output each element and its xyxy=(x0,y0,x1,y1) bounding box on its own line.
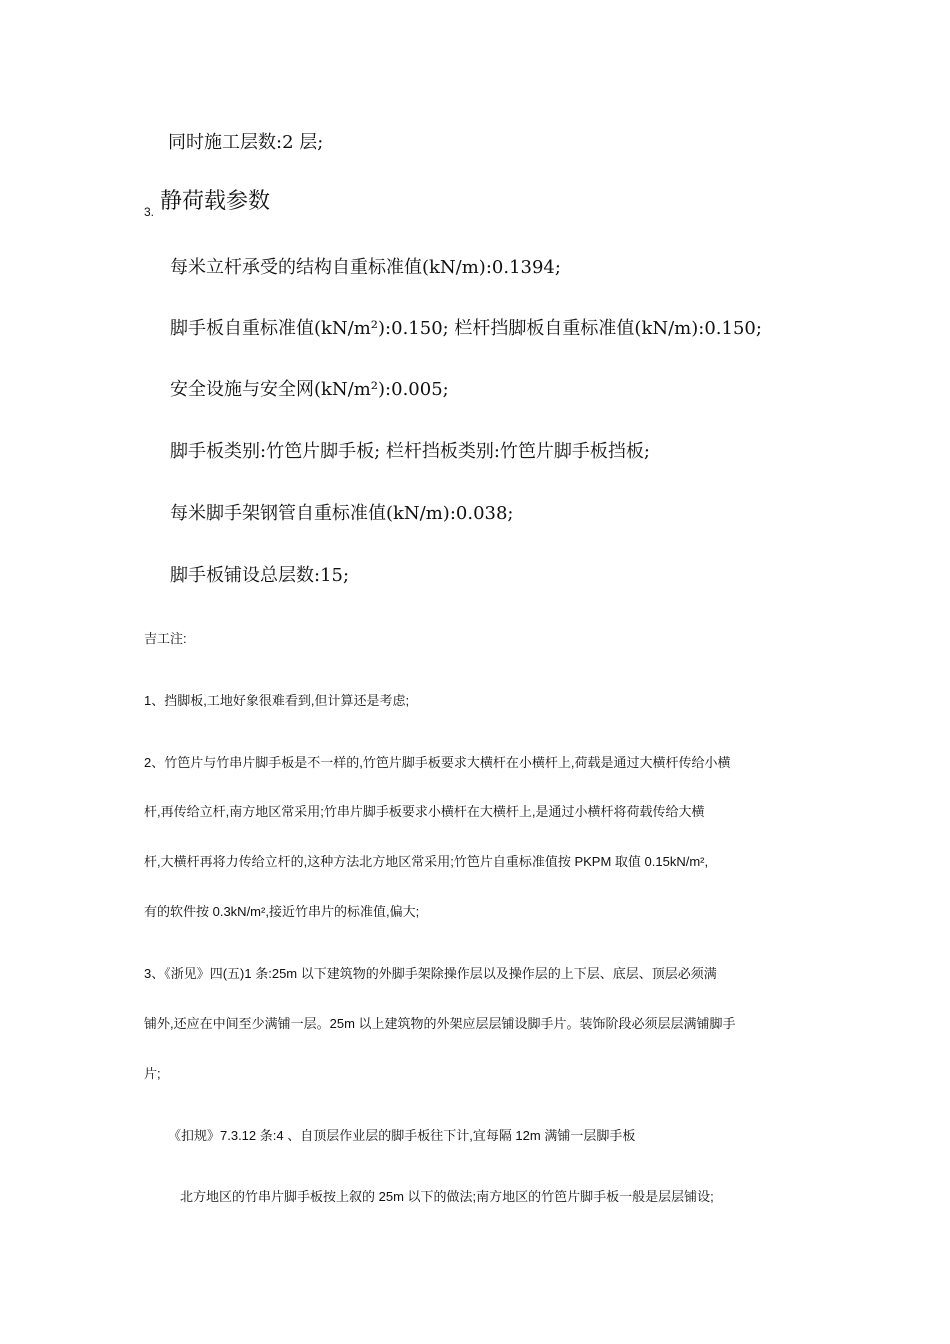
layers-param: 同时施工层数:2 层; xyxy=(168,132,324,153)
note-line: 北方地区的竹串片脚手板按上叙的 25m 以下的做法;南方地区的竹笆片脚手板一般是层层铺设; xyxy=(180,1189,714,1204)
section-heading xyxy=(144,184,271,219)
load-line: 安全设施与安全网(kN/m²):0.005; xyxy=(170,379,449,400)
note-line: 有的软件按 0.3kN/m²,接近竹串片的标准值,偏大; xyxy=(144,904,420,919)
notes-title: 吉工注: xyxy=(144,631,187,646)
load-line: 每米脚手架钢管自重标准值(kN/m):0.038; xyxy=(170,503,514,524)
load-line: 脚手板铺设总层数:15; xyxy=(170,565,350,586)
note-line: 铺外,还应在中间至少满铺一层。25m 以上建筑物的外架应层层铺设脚手片。装饰阶段必须层层满铺脚手 xyxy=(144,1016,736,1031)
note-line: 3、《浙见》四(五)1 条:25m 以下建筑物的外脚手架除操作层以及操作层的上下层、底层、顶层必须满 xyxy=(144,966,717,981)
load-line: 脚手板类别:竹笆片脚手板; 栏杆挡板类别:竹笆片脚手板挡板; xyxy=(170,441,650,462)
note-line: 片; xyxy=(144,1066,161,1081)
section-title: 静荷载参数 xyxy=(160,189,271,214)
note-line: 《扣规》7.3.12 条:4 、自顶层作业层的脚手板往下计,宜每隔 12m 满铺一层脚手板 xyxy=(168,1128,636,1143)
load-line: 脚手板自重标准值(kN/m²):0.150; 栏杆挡脚板自重标准值(kN/m):0.150; xyxy=(170,318,762,339)
note-line: 1、挡脚板,工地好象很难看到,但计算还是考虑; xyxy=(144,693,410,708)
note-line: 杆,再传给立杆,南方地区常采用;竹串片脚手板要求小横杆在大横杆上,是通过小横杆将荷载传给大横 xyxy=(144,804,705,819)
note-line: 杆,大横杆再将力传给立杆的,这种方法北方地区常采用;竹笆片自重标准值按 PKPM 取值 0.15kN/m², xyxy=(144,854,709,869)
load-line: 每米立杆承受的结构自重标准值(kN/m):0.1394; xyxy=(170,257,561,278)
note-line: 2、竹笆片与竹串片脚手板是不一样的,竹笆片脚手板要求大横杆在小横杆上,荷载是通过大横杆传给小横 xyxy=(144,755,731,770)
section-number: 3. xyxy=(144,205,155,219)
